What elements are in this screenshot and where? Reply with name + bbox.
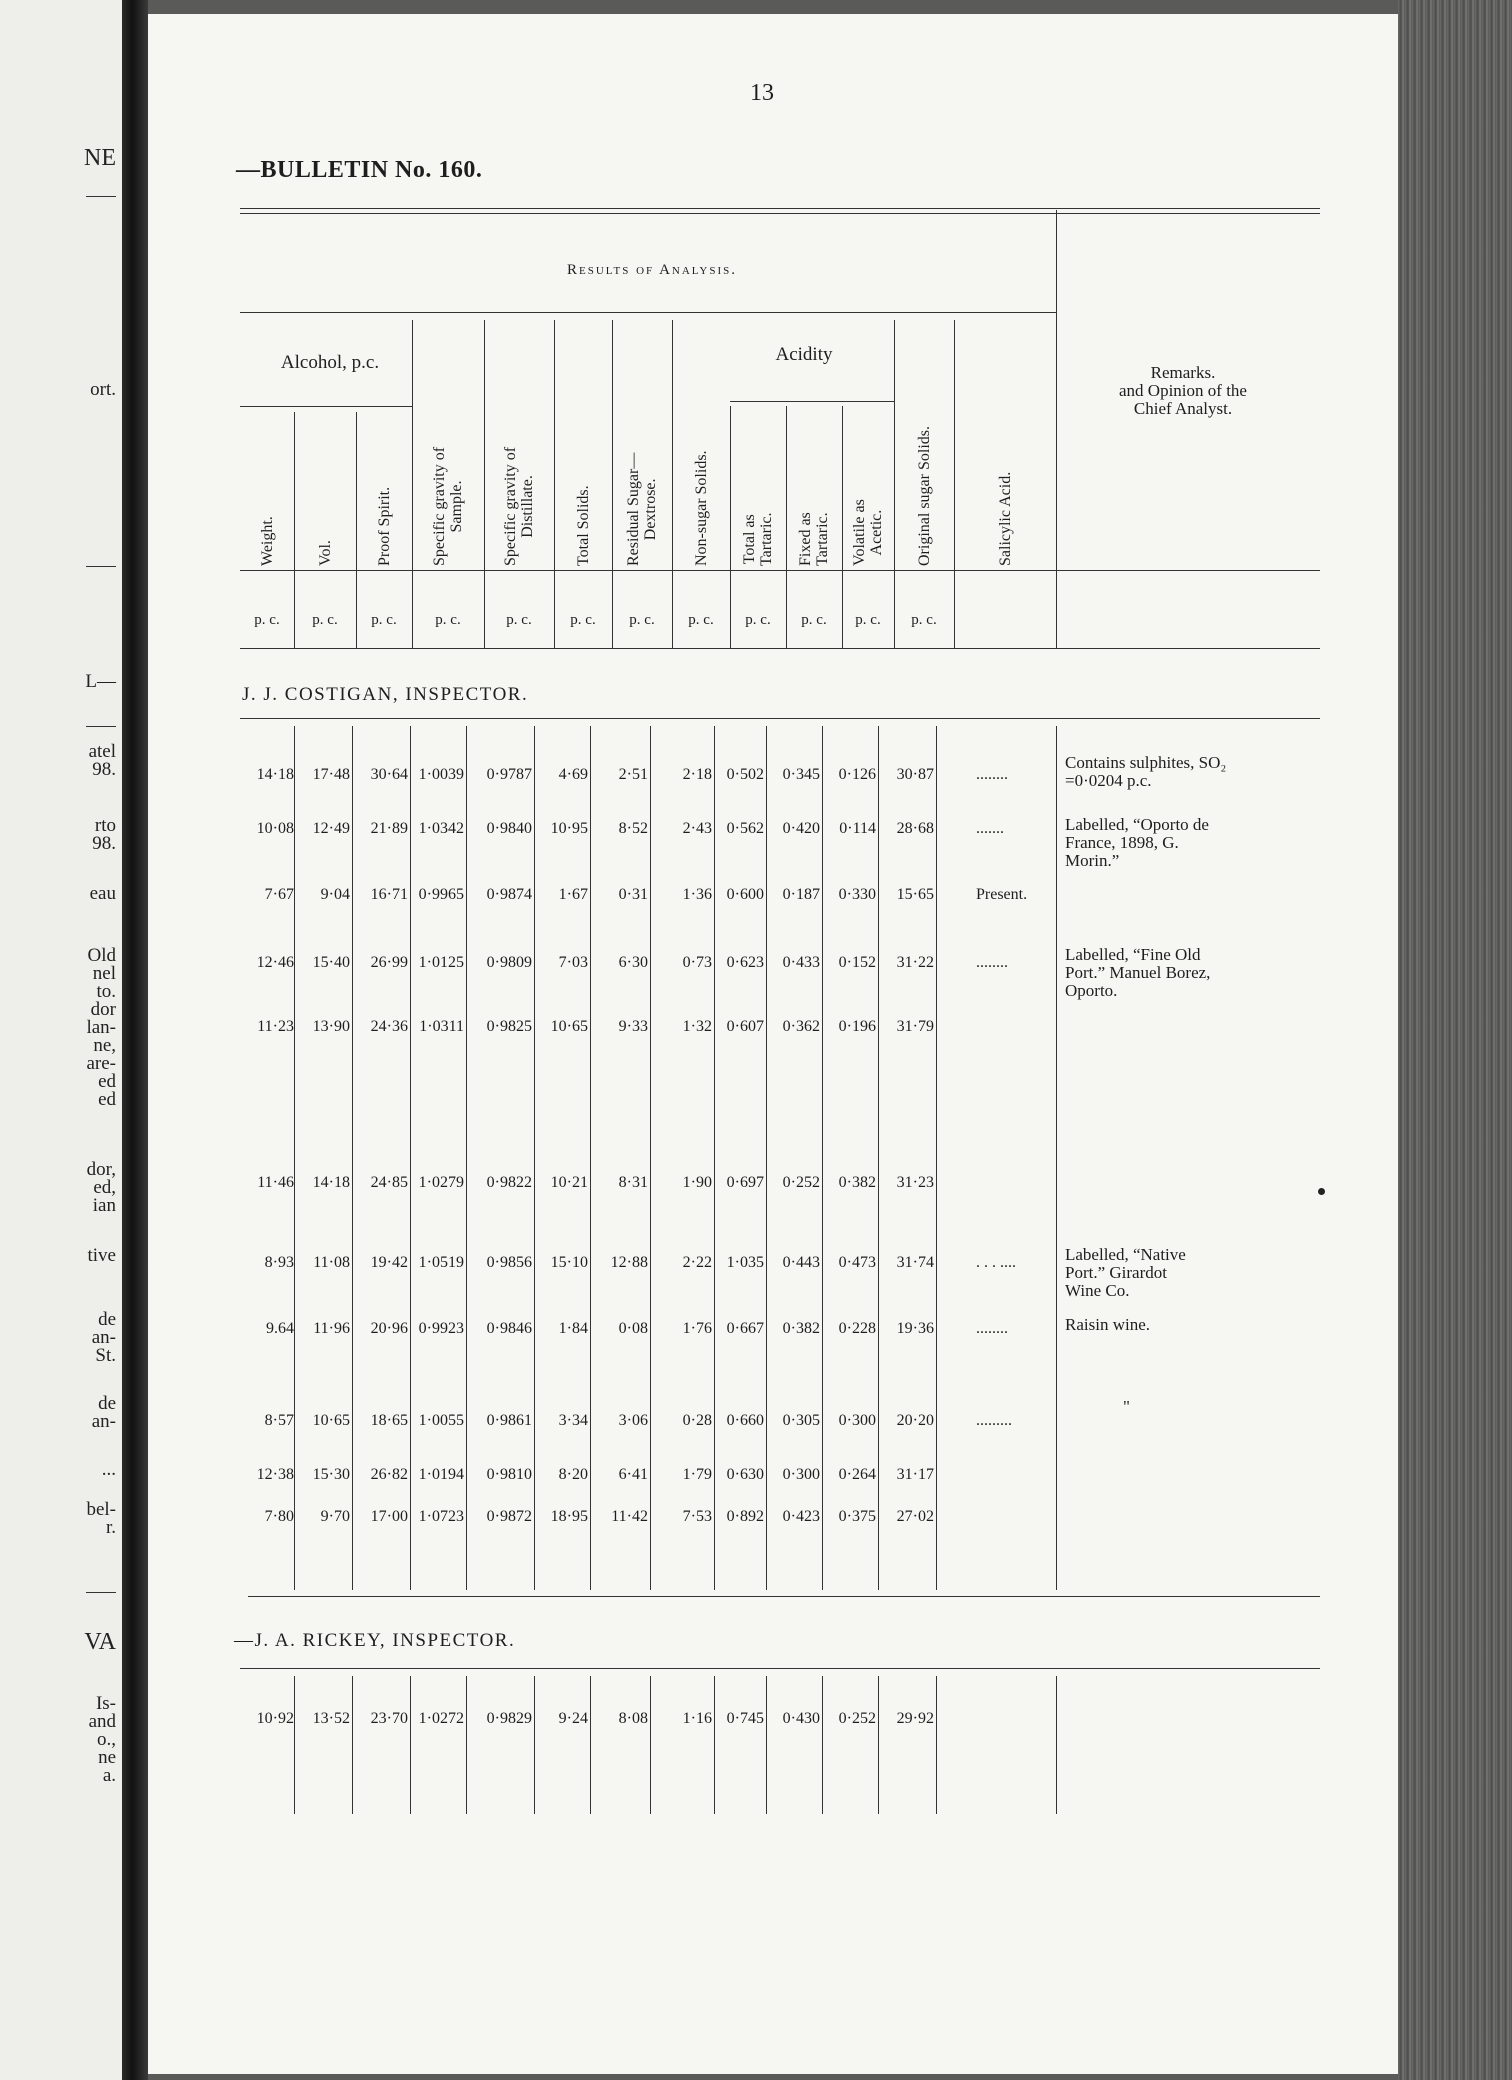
table-cell: 1·84 xyxy=(558,1320,588,1337)
body-col-divider xyxy=(650,726,651,1590)
table-cell: 31·79 xyxy=(896,1018,934,1035)
body-col-divider xyxy=(878,726,879,1590)
header-col-divider xyxy=(954,320,955,648)
body-col-divider xyxy=(766,1676,767,1814)
table-cell: 1·67 xyxy=(558,886,588,903)
table-cell: 19·42 xyxy=(370,1254,408,1271)
table-cell: 8·31 xyxy=(618,1174,648,1191)
table-cell: 31·22 xyxy=(896,954,934,971)
unit-label: p. c. xyxy=(688,612,714,628)
table-cell: 1·0342 xyxy=(418,820,464,837)
table-cell: 2·51 xyxy=(618,766,648,783)
table-cell: 11·08 xyxy=(313,1254,350,1271)
acidity-group-label: Acidity xyxy=(775,344,833,365)
table-cell: 11·46 xyxy=(257,1174,294,1191)
table-cell: 0·252 xyxy=(838,1710,876,1727)
left-page-text: and xyxy=(88,1711,116,1732)
table-cell: 29·92 xyxy=(896,1710,934,1727)
left-page-text: ed, xyxy=(93,1177,116,1198)
header-col-divider xyxy=(672,320,673,648)
left-page-text: NE xyxy=(84,145,116,171)
unit-label: p. c. xyxy=(435,612,461,628)
table-cell: 20·96 xyxy=(370,1320,408,1337)
table-cell: 8·52 xyxy=(618,820,648,837)
table-cell: 10·08 xyxy=(256,820,294,837)
left-page-text: nel xyxy=(92,963,116,984)
section-title: J. J. COSTIGAN, INSPECTOR. xyxy=(242,684,529,705)
salicylic-cell: ......... xyxy=(976,1412,1012,1429)
alcohol-rule xyxy=(240,406,412,407)
table-cell: 0·430 xyxy=(782,1710,820,1727)
table-cell: 1·0519 xyxy=(418,1254,464,1271)
left-page-text: 98. xyxy=(92,833,116,854)
table-cell: 0·420 xyxy=(782,820,820,837)
acidity-rule xyxy=(730,401,894,402)
page-edges xyxy=(1398,0,1512,2080)
table-cell: 16·71 xyxy=(370,886,408,903)
table-cell: 0·443 xyxy=(782,1254,820,1271)
body-col-divider xyxy=(822,1676,823,1814)
table-cell: 1·0723 xyxy=(418,1508,464,1525)
column-header-0: Weight. xyxy=(258,516,276,566)
table-cell: 18·95 xyxy=(550,1508,588,1525)
table-cell: 9·04 xyxy=(320,886,350,903)
table-cell: 0·31 xyxy=(618,886,648,903)
table-cell: 0·9809 xyxy=(486,954,532,971)
table-cell: 0·330 xyxy=(838,886,876,903)
table-cell: 0·196 xyxy=(838,1018,876,1035)
left-page-text: dor xyxy=(90,999,116,1020)
table-cell: 26·82 xyxy=(370,1466,408,1483)
table-cell: 9·24 xyxy=(558,1710,588,1727)
remarks-header: Remarks. and Opinion of the Chief Analyst. xyxy=(1119,363,1247,418)
table-cell: 6·30 xyxy=(618,954,648,971)
left-page-text: r. xyxy=(105,1517,116,1538)
table-cell: 0·745 xyxy=(726,1710,764,1727)
table-cell: 0·9965 xyxy=(418,886,464,903)
left-page-text: an- xyxy=(91,1411,116,1432)
table-cell: 12·46 xyxy=(256,954,294,971)
table-cell: 0·630 xyxy=(726,1466,764,1483)
left-page-text: ort. xyxy=(90,379,116,400)
table-cell: 0·126 xyxy=(838,766,876,783)
table-cell: 9·70 xyxy=(320,1508,350,1525)
table-cell: 1·0125 xyxy=(418,954,464,971)
table-cell: 1·0055 xyxy=(418,1412,464,1429)
table-cell: 0·9856 xyxy=(486,1254,532,1271)
table-cell: 0·502 xyxy=(726,766,764,783)
table-cell: 8·93 xyxy=(264,1254,294,1271)
table-cell: 0·9840 xyxy=(486,820,532,837)
left-page-text: 98. xyxy=(92,759,116,780)
table-cell: 13·90 xyxy=(312,1018,350,1035)
left-page-text: an- xyxy=(91,1327,116,1348)
left-page-text: L— xyxy=(85,671,116,692)
left-page-text: eau xyxy=(89,883,116,904)
header-col-divider xyxy=(412,320,413,648)
bulletin-heading: —BULLETIN No. 160. xyxy=(236,157,483,183)
ink-spot xyxy=(1318,1188,1325,1195)
table-cell: 0·473 xyxy=(838,1254,876,1271)
table-cell: 0·9923 xyxy=(418,1320,464,1337)
body-col-divider xyxy=(352,1676,353,1814)
left-page-text: ed xyxy=(98,1071,116,1092)
table-cell: 4·69 xyxy=(558,766,588,783)
salicylic-cell: Present. xyxy=(976,886,1028,903)
table-cell: 2·18 xyxy=(682,766,712,783)
table-cell: 11·42 xyxy=(611,1508,648,1525)
table-cell: 11·96 xyxy=(313,1320,350,1337)
table-cell: 7·53 xyxy=(682,1508,712,1525)
unit-label: p. c. xyxy=(570,612,596,628)
table-cell: 3·06 xyxy=(618,1412,648,1429)
body-col-divider xyxy=(878,1676,879,1814)
table-cell: 31·17 xyxy=(896,1466,934,1483)
table-cell: 1·76 xyxy=(682,1320,712,1337)
header-col-divider xyxy=(484,320,485,648)
table-cell: 1·90 xyxy=(682,1174,712,1191)
table-cell: 15·30 xyxy=(312,1466,350,1483)
table-cell: 9·33 xyxy=(618,1018,648,1035)
table-cell: 1·79 xyxy=(682,1466,712,1483)
table-cell: 12·49 xyxy=(312,820,350,837)
left-page-text: ne xyxy=(98,1747,116,1768)
table-cell: 11·23 xyxy=(257,1018,294,1035)
table-cell: 0·433 xyxy=(782,954,820,971)
unit-label: p. c. xyxy=(371,612,397,628)
table-cell: 1·16 xyxy=(682,1710,712,1727)
table-cell: 31·74 xyxy=(896,1254,934,1271)
column-header-12: Salicylic Acid. xyxy=(996,471,1014,566)
table-cell: 12·88 xyxy=(610,1254,648,1271)
body-col-divider xyxy=(410,1676,411,1814)
table-cell: 0·9822 xyxy=(486,1174,532,1191)
column-header-9: Fixed as Tartaric. xyxy=(797,512,831,566)
table-cell: 0·300 xyxy=(838,1412,876,1429)
table-cell: 10·21 xyxy=(550,1174,588,1191)
table-cell: 0·73 xyxy=(682,954,712,971)
left-page-text: bel- xyxy=(86,1499,116,1520)
unit-label: p. c. xyxy=(801,612,827,628)
table-cell: 7·03 xyxy=(558,954,588,971)
column-header-5: Total Solids. xyxy=(574,485,592,566)
table-cell: 15·65 xyxy=(896,886,934,903)
table-cell: 24·85 xyxy=(370,1174,408,1191)
left-page-text: o., xyxy=(97,1729,116,1750)
remark-text: Labelled, “Fine Old Port.” Manuel Borez, Oporto. xyxy=(1065,945,1211,1000)
table-cell: 0·382 xyxy=(782,1320,820,1337)
table-cell: 1·0194 xyxy=(418,1466,464,1483)
body-col-divider xyxy=(714,726,715,1590)
left-page-text: ne, xyxy=(93,1035,116,1056)
unit-label: p. c. xyxy=(312,612,338,628)
table-cell: 20·20 xyxy=(896,1412,934,1429)
page-number: 13 xyxy=(750,80,774,106)
table-cell: 0·228 xyxy=(838,1320,876,1337)
table-cell: 1·0272 xyxy=(418,1710,464,1727)
book-gutter xyxy=(122,0,148,2080)
table-cell: 0·305 xyxy=(782,1412,820,1429)
table-cell: 1·035 xyxy=(726,1254,764,1271)
salicylic-cell: ........ xyxy=(976,766,1008,783)
results-title: Results of Analysis. xyxy=(567,262,737,278)
header-col-divider xyxy=(612,320,613,648)
table-cell: 10·65 xyxy=(550,1018,588,1035)
table-cell: 0·562 xyxy=(726,820,764,837)
body-col-divider xyxy=(590,1676,591,1814)
table-cell: 7·67 xyxy=(264,886,294,903)
table-cell: 0·187 xyxy=(782,886,820,903)
table-cell: 0·375 xyxy=(838,1508,876,1525)
table-cell: 0·114 xyxy=(839,820,876,837)
table-cell: 0·9829 xyxy=(486,1710,532,1727)
unit-label: p. c. xyxy=(855,612,881,628)
table-cell: 1·0311 xyxy=(419,1018,464,1035)
results-rule xyxy=(240,312,1056,313)
table-cell: 10·92 xyxy=(256,1710,294,1727)
table-cell: 0·9874 xyxy=(486,886,532,903)
table-cell: 2·22 xyxy=(682,1254,712,1271)
table-cell: 0·667 xyxy=(726,1320,764,1337)
body-col-divider xyxy=(936,1676,937,1814)
table-cell: 0·607 xyxy=(726,1018,764,1035)
top-rule xyxy=(240,208,1320,209)
left-page-fragment xyxy=(0,0,122,2080)
salicylic-cell: ........ xyxy=(976,954,1008,971)
table-cell: 17·48 xyxy=(312,766,350,783)
left-page-text: atel xyxy=(88,741,116,762)
body-col-divider xyxy=(534,1676,535,1814)
salicylic-cell: ....... xyxy=(976,820,1004,837)
column-header-2: Proof Spirit. xyxy=(375,486,393,566)
table-cell: 1·0039 xyxy=(418,766,464,783)
table-cell: 0·345 xyxy=(782,766,820,783)
body-col-divider xyxy=(822,726,823,1590)
salicylic-cell: . . . .... xyxy=(976,1254,1016,1271)
table-cell: 3·34 xyxy=(558,1412,588,1429)
unit-label: p. c. xyxy=(506,612,532,628)
remark-text: Labelled, “Native Port.” Girardot Wine Co. xyxy=(1065,1245,1186,1300)
table-cell: 26·99 xyxy=(370,954,408,971)
table-cell: 12·38 xyxy=(256,1466,294,1483)
table-cell: 30·87 xyxy=(896,766,934,783)
table-cell: 17·00 xyxy=(370,1508,408,1525)
table-cell: 9.64 xyxy=(266,1320,294,1337)
header-col-divider xyxy=(894,320,895,648)
salicylic-cell: ........ xyxy=(976,1320,1008,1337)
remark-text: Labelled, “Oporto de France, 1898, G. Morin.” xyxy=(1065,815,1209,870)
header-rule xyxy=(240,570,1320,571)
table-cell: 8·57 xyxy=(264,1412,294,1429)
left-page-text: VA xyxy=(84,1629,116,1655)
table-cell: 0·623 xyxy=(726,954,764,971)
section-rule xyxy=(240,1668,1320,1669)
table-cell: 0·9787 xyxy=(486,766,532,783)
table-cell: 10·95 xyxy=(550,820,588,837)
column-header-6: Residual Sugar— Dextrose. xyxy=(625,452,659,566)
left-page-text: ed xyxy=(98,1089,116,1110)
table-cell: 8·20 xyxy=(558,1466,588,1483)
table-cell: 14·18 xyxy=(312,1174,350,1191)
table-cell: 13·52 xyxy=(312,1710,350,1727)
top-rule-2 xyxy=(240,213,1320,214)
table-cell: 0·300 xyxy=(782,1466,820,1483)
table-cell: 1·32 xyxy=(682,1018,712,1035)
table-cell: 14·18 xyxy=(256,766,294,783)
left-page-text: de xyxy=(98,1309,116,1330)
table-cell: 27·02 xyxy=(896,1508,934,1525)
left-page-text: tive xyxy=(87,1245,116,1266)
table-cell: 1·0279 xyxy=(418,1174,464,1191)
body-col-divider xyxy=(1056,726,1057,1590)
table-cell: 6·41 xyxy=(618,1466,648,1483)
column-header-11: Original sugar Solids. xyxy=(915,426,933,566)
left-page-text: ... xyxy=(101,1459,116,1480)
remark-text: Contains sulphites, SO₂ =0·0204 p.c. xyxy=(1065,753,1227,790)
table-cell: 0·600 xyxy=(726,886,764,903)
remark-text: Raisin wine. xyxy=(1065,1315,1150,1334)
column-header-4: Specific gravity of Distillate. xyxy=(502,446,536,566)
left-page-rule xyxy=(86,726,116,727)
table-cell: 19·36 xyxy=(896,1320,934,1337)
left-page-rule xyxy=(86,196,116,197)
body-col-divider xyxy=(590,726,591,1590)
left-page-text: to. xyxy=(96,981,116,1002)
left-page-text: ian xyxy=(92,1195,116,1216)
column-header-7: Non-sugar Solids. xyxy=(692,450,710,566)
table-cell: 0·423 xyxy=(782,1508,820,1525)
table-cell: 0·660 xyxy=(726,1412,764,1429)
table-cell: 0·9825 xyxy=(486,1018,532,1035)
column-header-3: Specific gravity of Sample. xyxy=(431,446,465,566)
left-page-text: are- xyxy=(86,1053,116,1074)
table-cell: 0·28 xyxy=(682,1412,712,1429)
table-cell: 0·9810 xyxy=(486,1466,532,1483)
left-page-rule xyxy=(86,566,116,567)
body-col-divider xyxy=(466,726,467,1590)
table-cell: 18·65 xyxy=(370,1412,408,1429)
left-page-text: de xyxy=(98,1393,116,1414)
body-col-divider xyxy=(410,726,411,1590)
table-cell: 15·10 xyxy=(550,1254,588,1271)
table-cell: 0·382 xyxy=(838,1174,876,1191)
left-page-text: dor, xyxy=(86,1159,116,1180)
body-col-divider xyxy=(714,1676,715,1814)
table-cell: 8·08 xyxy=(618,1710,648,1727)
section-rule xyxy=(240,718,1320,719)
left-page-text: lan- xyxy=(86,1017,116,1038)
table-cell: 0·697 xyxy=(726,1174,764,1191)
left-page-text: Is- xyxy=(95,1693,116,1714)
left-page-text: rto xyxy=(94,815,116,836)
column-header-10: Volatile as Acetic. xyxy=(851,499,885,566)
unit-label: p. c. xyxy=(254,612,280,628)
body-col-divider xyxy=(352,726,353,1590)
unit-label: p. c. xyxy=(745,612,771,628)
body-col-divider xyxy=(650,1676,651,1814)
units-rule xyxy=(240,648,1320,649)
body-col-divider xyxy=(294,726,295,1590)
table-cell: 15·40 xyxy=(312,954,350,971)
left-page-text: Old xyxy=(87,945,116,966)
table-cell: 2·43 xyxy=(682,820,712,837)
table-cell: 30·64 xyxy=(370,766,408,783)
left-page-rule xyxy=(86,1592,116,1593)
table-cell: 0·9861 xyxy=(486,1412,532,1429)
body-col-divider xyxy=(466,1676,467,1814)
alcohol-group-label: Alcohol, p.c. xyxy=(280,352,380,373)
table-cell: 31·23 xyxy=(896,1174,934,1191)
table-cell: 0·08 xyxy=(618,1320,648,1337)
unit-label: p. c. xyxy=(629,612,655,628)
table-cell: 24·36 xyxy=(370,1018,408,1035)
section-end-rule xyxy=(248,1596,1320,1597)
body-col-divider xyxy=(534,726,535,1590)
table-cell: 0·362 xyxy=(782,1018,820,1035)
table-cell: 0·892 xyxy=(726,1508,764,1525)
header-col-divider xyxy=(554,320,555,648)
left-page-text: St. xyxy=(95,1345,116,1366)
unit-label: p. c. xyxy=(911,612,937,628)
left-page-text: a. xyxy=(102,1765,116,1786)
column-header-1: Vol. xyxy=(316,540,334,566)
table-cell: 1·36 xyxy=(682,886,712,903)
body-col-divider xyxy=(936,726,937,1590)
table-cell: 0·152 xyxy=(838,954,876,971)
table-cell: 0·252 xyxy=(782,1174,820,1191)
table-cell: 0·264 xyxy=(838,1466,876,1483)
table-cell: 23·70 xyxy=(370,1710,408,1727)
table-cell: 7·80 xyxy=(264,1508,294,1525)
body-col-divider xyxy=(294,1676,295,1814)
section-title: —J. A. RICKEY, INSPECTOR. xyxy=(234,1630,516,1651)
table-cell: 21·89 xyxy=(370,820,408,837)
document-page xyxy=(148,14,1398,2074)
remark-text: " xyxy=(1123,1397,1130,1416)
table-cell: 0·9846 xyxy=(486,1320,532,1337)
column-header-8: Total as Tartaric. xyxy=(741,512,775,566)
body-col-divider xyxy=(1056,1676,1057,1814)
table-cell: 0·9872 xyxy=(486,1508,532,1525)
table-cell: 10·65 xyxy=(312,1412,350,1429)
body-col-divider xyxy=(766,726,767,1590)
table-cell: 28·68 xyxy=(896,820,934,837)
